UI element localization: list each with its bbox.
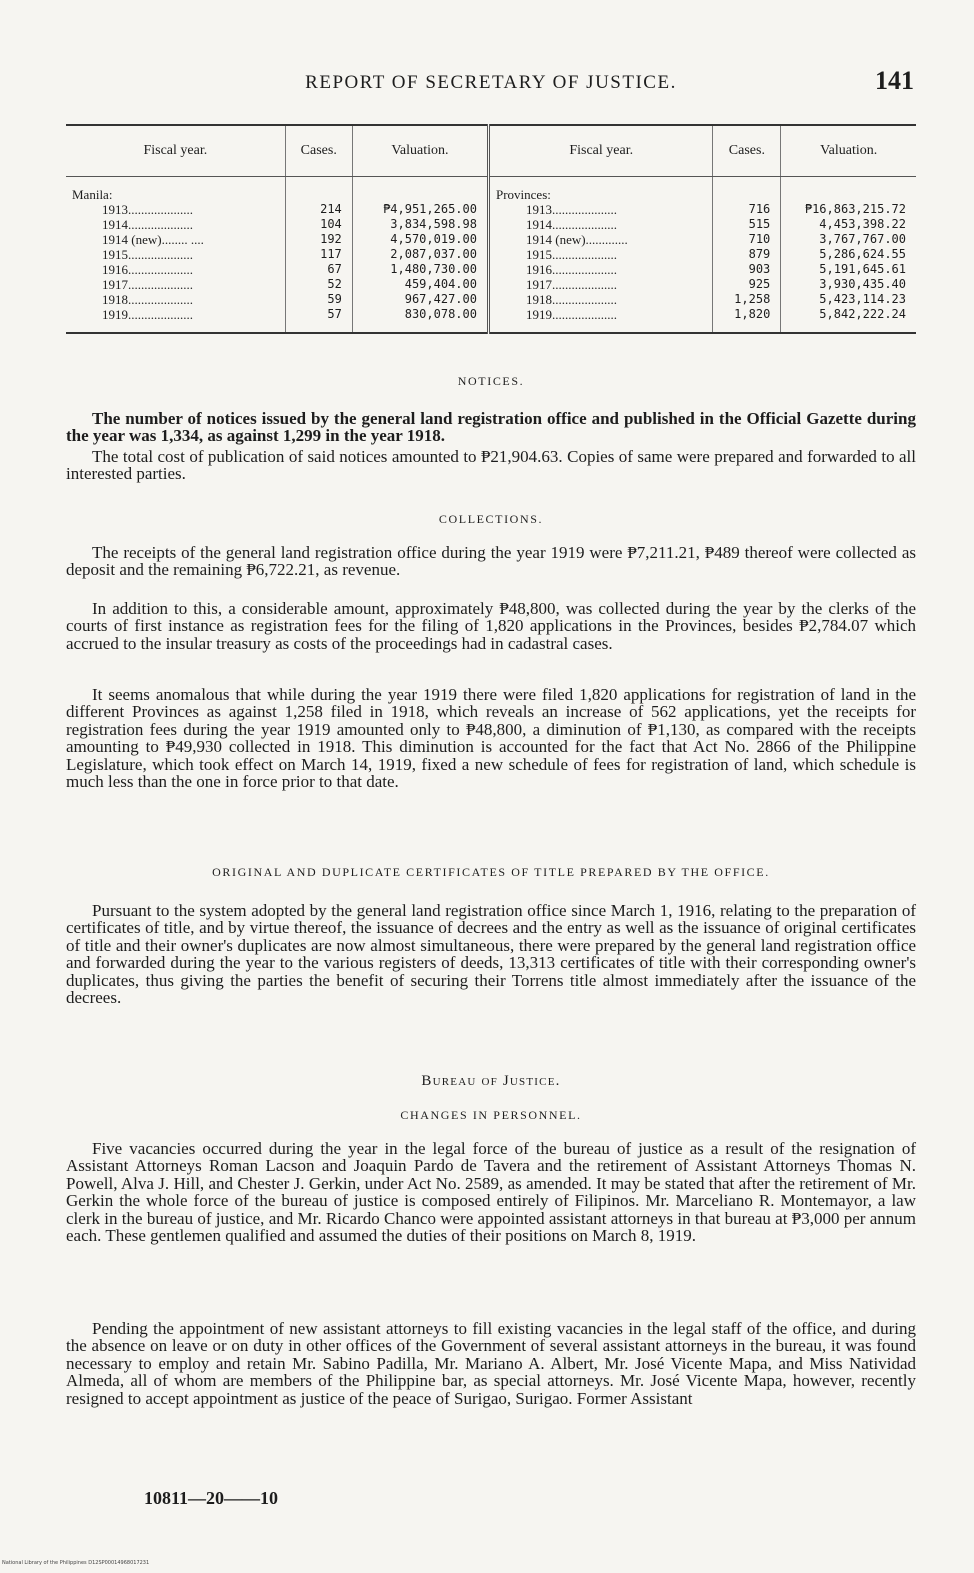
table-cell-year: 1914 (new)............. [525,232,628,247]
table-cell-cases: 104 [320,217,342,231]
certificates-paragraph: Pursuant to the system adopted by the general land registration office since March 1, 1916, relating to the preparation of certificates of title, and by virtue thereof, the issuance of decrees and the entry as well as the issuance of original certificates of title and their owner's duplicates are now almost simultaneous, there were prepared by the general land registration office and forwarded during the year to the various registers of deeds, 13,313 certificates of title with their corresponding owner's duplicates, thus giving the parties the benefit of securing their Torrens title almost immediately after the issuance of the decrees. [66,901,916,1008]
table-cell-year: 1916.................... [525,262,617,277]
table-cell-year: 1918.................... [102,292,193,307]
table-cell-cases: 925 [748,277,771,291]
table-cell-valuation: 5,842,222.24 [819,307,906,321]
table-cell-cases: 716 [748,202,771,216]
table-cell-valuation: 1,480,730.00 [390,262,477,276]
personnel-paragraph-2: Pending the appointment of new assistant attorneys to fill existing vacancies in the legal staff of the office, and during the absence on leave or on duty in other offices of the Government of several assistant attorneys in the bureau, it was found necessary to employ and retain Mr. Sabino Padilla, Mr. Mariano A. Albert, Mr. José Vicente Mapa, and Miss Natividad Almeda, all of whom are members of the Philippine bar, as special attorneys. Mr. José Vicente Mapa, however, recently resigned to accept appointment as justice of the peace of Surigao, Surigao. Former Assistant [66,1319,916,1408]
table-cell-year: 1915.................... [102,247,193,262]
table-cell-valuation: ₱16,863,215.72 [804,202,906,216]
table-cell-cases: 1,820 [734,307,771,321]
group-label-manila: Manila: [72,187,113,202]
table-cell-year: 1914 (new)........ .... [102,232,204,247]
scan-watermark-note: National Library of the Philippines D12SP00014968017231 [2,1560,150,1566]
table-cell-cases: 1,258 [734,292,771,306]
collections-paragraph-2: In addition to this, a considerable amount, approximately ₱48,800, was collected during the year by the clerks of the courts of first instance as registration fees for the filing of 1,820 applications in the Provinces, besides ₱2,784.07 which accrued to the insular treasury as costs of the proceedings had in cadastral cases. [66,599,916,653]
notices-heading: NOTICES. [457,374,525,388]
table-cell-valuation: 830,078.00 [404,307,477,321]
collections-heading: COLLECTIONS. [438,512,544,526]
col-valuation-right: Valuation. [781,125,916,177]
table-cell-valuation: 459,404.00 [404,277,477,291]
table-cell-cases: 59 [327,292,342,306]
table-cell-valuation: 3,930,435.40 [819,277,906,291]
table-cell-year: 1916.................... [102,262,193,277]
registration-table [66,124,916,334]
table-cell-valuation: 3,834,598.98 [390,217,477,231]
table-body-row [66,177,916,334]
table-cell-cases: 879 [748,247,771,261]
page-number: 141 [875,66,914,95]
personnel-paragraph-1: Five vacancies occurred during the year in the legal force of the bureau of justice as a result of the resignation of Assistant Attorneys Roman Lacson and Joaquin Pardo de Tavera and the retirement of Assistant Attorneys Thomas N. Powell, Alva J. Hill, and Chester J. Gerkin, under Act No. 2589, as amended. It may be stated that after the retirement of Mr. Gerkin the whole force of the bureau of justice is composed entirely of Filipinos. Mr. Marceliano R. Montemayor, a law clerk in the bureau of justice, and Mr. Ricardo Chanco were appointed assistant attorneys in that bureau at ₱3,000 per annum each. These gentlemen qualified and assumed the duties of their positions on March 8, 1919. [66,1139,916,1246]
table-cell-year: 1913.................... [102,202,193,217]
table-cell-valuation: 2,087,037.00 [390,247,477,261]
collections-paragraph-3: It seems anomalous that while during the year 1919 there were filed 1,820 applications for registration of land in the different Provinces as against 1,258 filed in 1918, which reveals an increase of 562 applications, yet the receipts for registration fees during the year 1919 amounted only to ₱48,800, a diminution of ₱1,130, as compared with the receipts amounting to ₱49,930 collected in 1918. This diminution is accounted for the fact that Act No. 2866 of the Philippine Legislature, which took effect on March 14, 1919, fixed a new schedule of fees for registration of land, which schedule is much less than the one in force prior to that date. [66,685,916,792]
table-cell-valuation: 5,191,645.61 [819,262,906,276]
table-cell-year: 1917.................... [102,277,193,292]
col-cases-left: Cases. [285,125,352,177]
notices-paragraph-1: The number of notices issued by the general land registration office and published in the Official Gazette during the year was 1,334, as against 1,299 in the year 1918. [66,409,916,446]
table-cell-valuation: 3,767,767.00 [819,232,906,246]
col-valuation-left: Valuation. [352,125,488,177]
table-cell-cases: 52 [327,277,342,291]
col-cases-right: Cases. [713,125,781,177]
table-cell-valuation: 4,570,019.00 [390,232,477,246]
running-head [66,66,916,100]
collections-paragraph-1: The receipts of the general land registration office during the year 1919 were ₱7,211.21, ₱489 thereof were collected as deposit and the remaining ₱6,722.21, as revenue. [66,543,916,580]
personnel-heading: CHANGES IN PERSONNEL. [400,1108,582,1122]
table-cell-cases: 515 [748,217,771,231]
page-title: REPORT OF SECRETARY OF JUSTICE. [305,72,677,93]
table-cell-valuation: 4,453,398.22 [819,217,906,231]
table-cell-year: 1914.................... [525,217,617,232]
table-cell-cases: 903 [748,262,771,276]
table-cell-year: 1919.................... [525,307,617,322]
table-cell-valuation: ₱4,951,265.00 [383,202,477,216]
table-cell-year: 1913.................... [525,202,617,217]
table-cell-cases: 214 [320,202,342,216]
table-cell-year: 1914.................... [102,217,193,232]
table-cell-year: 1918.................... [525,292,617,307]
table-header-row [66,125,916,177]
table-cell-valuation: 5,423,114.23 [819,292,906,306]
notices-paragraph-2: The total cost of publication of said notices amounted to ₱21,904.63. Copies of same were prepared and forwarded to all interested parties. [66,447,916,484]
bureau-of-justice-heading: Bureau of Justice. [421,1073,561,1089]
table-cell-cases: 57 [327,307,342,321]
table-cell-year: 1915.................... [525,247,617,262]
table-cell-cases: 67 [327,262,342,276]
table-cell-cases: 710 [748,232,771,246]
table-cell-year: 1919.................... [102,307,193,322]
table-cell-cases: 117 [320,247,342,261]
table-cell-valuation: 967,427.00 [404,292,477,306]
col-fiscal-year-right: Fiscal year. [488,125,712,177]
table-cell-cases: 192 [320,232,342,246]
table-cell-valuation: 5,286,624.55 [819,247,906,261]
certificates-heading: ORIGINAL AND DUPLICATE CERTIFICATES OF TITLE PREPARED BY THE OFFICE. [212,865,770,879]
table-cell-year: 1917.................... [525,277,617,292]
printer-signature: 10811—20——10 [144,1488,279,1508]
col-fiscal-year-left: Fiscal year. [66,125,285,177]
group-label-provinces: Provinces: [495,187,551,202]
